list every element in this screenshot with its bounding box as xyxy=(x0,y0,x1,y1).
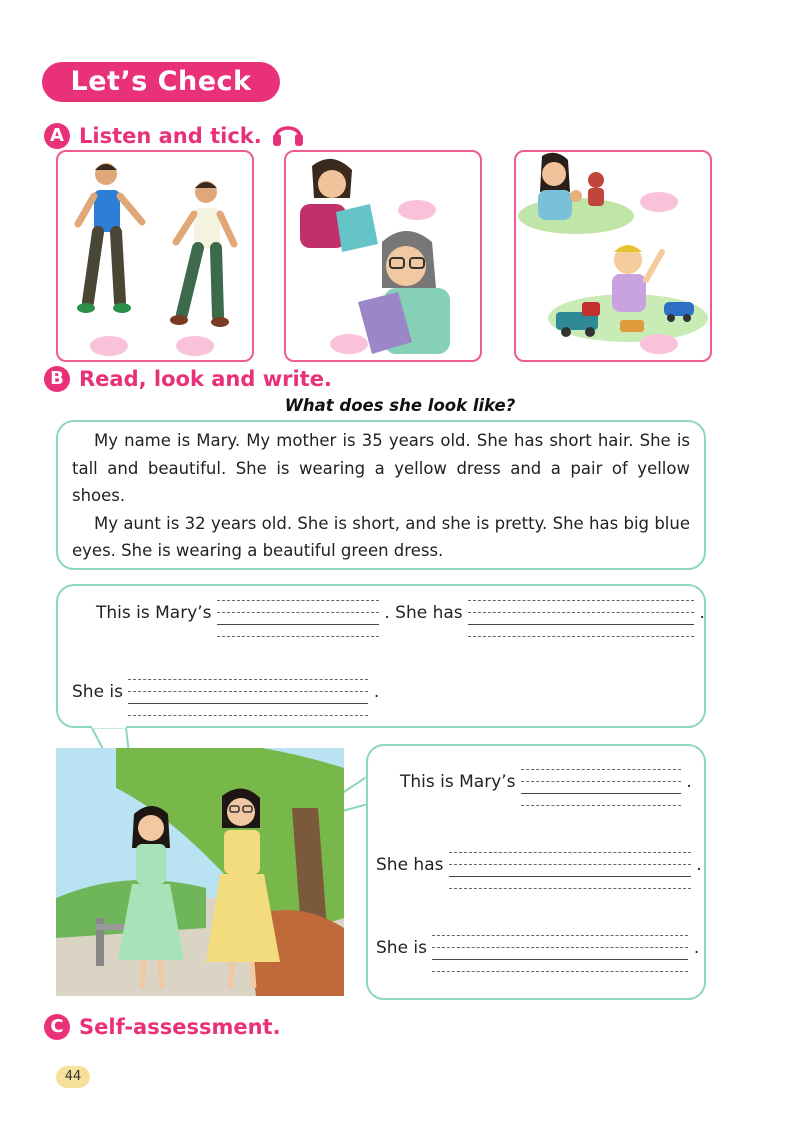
writing-row-1 xyxy=(96,589,705,637)
this-is-label: This is Mary’s xyxy=(400,772,516,792)
period-mark: . xyxy=(693,938,700,958)
writing-row-2 xyxy=(72,668,379,716)
answer-lines[interactable] xyxy=(217,589,379,637)
period-mark: . xyxy=(373,682,380,702)
reading-paragraph-1: My name is Mary. My mother is 35 years old. She has short hair. She is tall and beautiful. She is wearing a yellow dress and a pair of yellow shoes. xyxy=(72,431,690,505)
answer-lines[interactable] xyxy=(128,668,368,716)
she-is-label: She is xyxy=(376,938,428,958)
reading-passage-box xyxy=(56,420,706,570)
answer-lines[interactable] xyxy=(521,758,681,806)
tick-oval[interactable] xyxy=(398,200,436,220)
section-a-heading xyxy=(44,119,304,152)
section-a-title: Listen and tick. xyxy=(79,123,262,148)
tick-oval[interactable] xyxy=(330,334,368,354)
writing-box-aunt xyxy=(366,744,706,1000)
section-c-letter: C xyxy=(44,1014,70,1040)
section-b-heading xyxy=(44,366,332,392)
this-is-label: This is Mary’s xyxy=(96,603,212,623)
answer-lines[interactable] xyxy=(468,589,694,637)
tick-oval[interactable] xyxy=(90,336,128,356)
picture-walking-men xyxy=(56,150,254,362)
picture-reading-women xyxy=(284,150,482,362)
section-a-letter: A xyxy=(44,123,70,149)
answer-lines[interactable] xyxy=(449,841,691,889)
she-has-label: She has xyxy=(376,855,444,875)
she-has-label: . She has xyxy=(384,603,463,623)
section-b-title: Read, look and write. xyxy=(79,367,332,391)
illustration-two-women xyxy=(56,748,344,996)
section-b-letter: B xyxy=(44,366,70,392)
writing-row-3 xyxy=(376,924,699,972)
section-c-title: Self-assessment. xyxy=(79,1015,281,1039)
picture-children-playing xyxy=(514,150,712,362)
section-c-heading xyxy=(44,1014,281,1040)
tick-oval[interactable] xyxy=(176,336,214,356)
headphones-icon xyxy=(272,119,304,152)
she-is-label: She is xyxy=(72,682,124,702)
page-number: 44 xyxy=(56,1066,90,1088)
writing-row-1 xyxy=(400,758,692,806)
section-b-subtitle: What does she look like? xyxy=(284,396,516,415)
period-mark: . xyxy=(686,772,692,792)
reading-paragraph-2: My aunt is 32 years old. She is short, and she is pretty. She has big blue eyes. She is wearing a beautiful green dress. xyxy=(72,513,690,560)
answer-lines[interactable] xyxy=(432,924,688,972)
tick-oval[interactable] xyxy=(640,334,678,354)
tick-oval[interactable] xyxy=(640,192,678,212)
period-mark: . xyxy=(699,603,705,623)
period-mark: . xyxy=(696,855,702,875)
writing-box-mother xyxy=(56,584,706,728)
page-title: Let’s Check xyxy=(42,62,280,102)
writing-row-2 xyxy=(376,841,702,889)
